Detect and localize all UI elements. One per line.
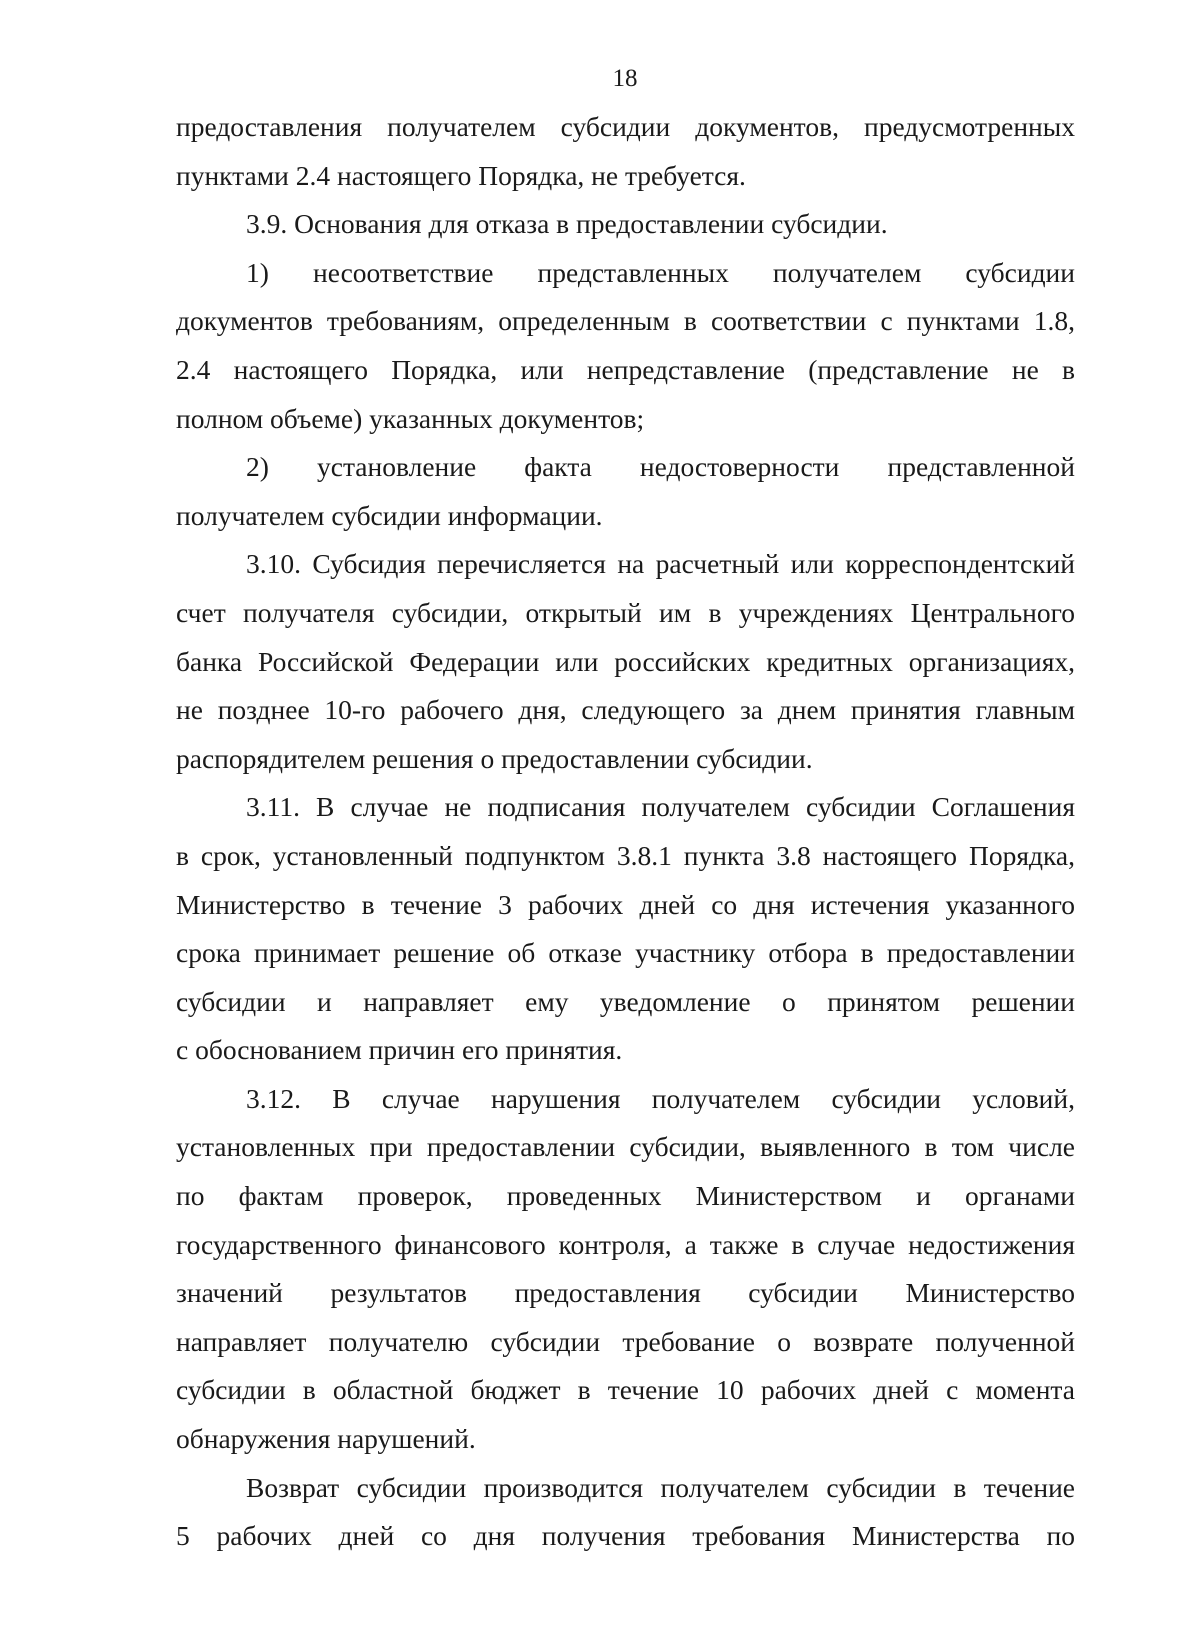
paragraph <box>176 783 1075 1075</box>
text-line: в срок, установленный подпунктом 3.8.1 пункта 3.8 настоящего Порядка, <box>176 839 1075 871</box>
text-line: 3.9. Основания для отказа в предоставлении субсидии. <box>246 208 888 240</box>
text-line: значений результатов предоставления субсидии Министерство <box>176 1277 1075 1309</box>
page-number: 18 <box>612 65 638 92</box>
text-line: распорядителем решения о предоставлении субсидии. <box>176 742 813 774</box>
text-line: предоставления получателем субсидии документов, предусмотренных <box>176 111 1075 142</box>
text-line: с обоснованием причин его принятия. <box>176 1034 623 1066</box>
paragraph <box>176 443 1075 540</box>
paragraph <box>176 103 1075 200</box>
paragraph <box>176 200 1075 249</box>
text-line: получателем субсидии информации. <box>176 499 603 531</box>
text-line: срока принимает решение об отказе участнику отбора в предоставлении <box>176 937 1075 969</box>
text-line: банка Российской Федерации или российских кредитных организациях, <box>176 645 1075 677</box>
text-line: 1) несоответствие представленных получателем субсидии <box>246 256 1075 288</box>
text-line: Возврат субсидии производится получателем субсидии в течение <box>246 1471 1075 1503</box>
text-line: Министерство в течение 3 рабочих дней со дня истечения указанного <box>176 888 1075 920</box>
text-line: 3.12. В случае нарушения получателем субсидии условий, <box>246 1082 1075 1114</box>
text-line: полном объеме) указанных документов; <box>176 402 645 434</box>
text-line: не позднее 10-го рабочего дня, следующего за днем принятия главным <box>176 694 1075 726</box>
text-line: направляет получателю субсидии требование о возврате полученной <box>176 1325 1075 1357</box>
text-line: пунктами 2.4 настоящего Порядка, не требуется. <box>176 159 746 191</box>
paragraph <box>176 1075 1075 1464</box>
text-line: 2.4 настоящего Порядка, или непредставление (представление не в <box>176 353 1075 385</box>
text-line: 2) установление факта недостоверности представленной <box>246 451 1075 483</box>
text-line: документов требованиям, определенным в соответствии с пунктами 1.8, <box>176 305 1075 337</box>
text-line: по фактам проверок, проведенных Министерством и органами <box>176 1180 1075 1212</box>
text-line: обнаружения нарушений. <box>176 1423 476 1455</box>
text-line: 3.11. В случае не подписания получателем субсидии Соглашения <box>246 791 1075 823</box>
text-line: 3.10. Субсидия перечисляется на расчетный или корреспондентский <box>246 548 1075 580</box>
paragraph <box>176 249 1075 443</box>
text-line: установленных при предоставлении субсидии, выявленного в том числе <box>176 1131 1075 1163</box>
text-line: счет получателя субсидии, открытый им в учреждениях Центрального <box>176 596 1075 628</box>
text-line: 5 рабочих дней со дня получения требования Министерства по <box>176 1520 1075 1552</box>
text-line: государственного финансового контроля, а также в случае недостижения <box>176 1228 1075 1260</box>
text-line: субсидии в областной бюджет в течение 10 рабочих дней с момента <box>176 1374 1075 1406</box>
paragraph <box>176 540 1075 783</box>
document-body <box>176 103 1075 1561</box>
text-line: субсидии и направляет ему уведомление о принятом решении <box>176 985 1075 1017</box>
paragraph <box>176 1464 1075 1561</box>
